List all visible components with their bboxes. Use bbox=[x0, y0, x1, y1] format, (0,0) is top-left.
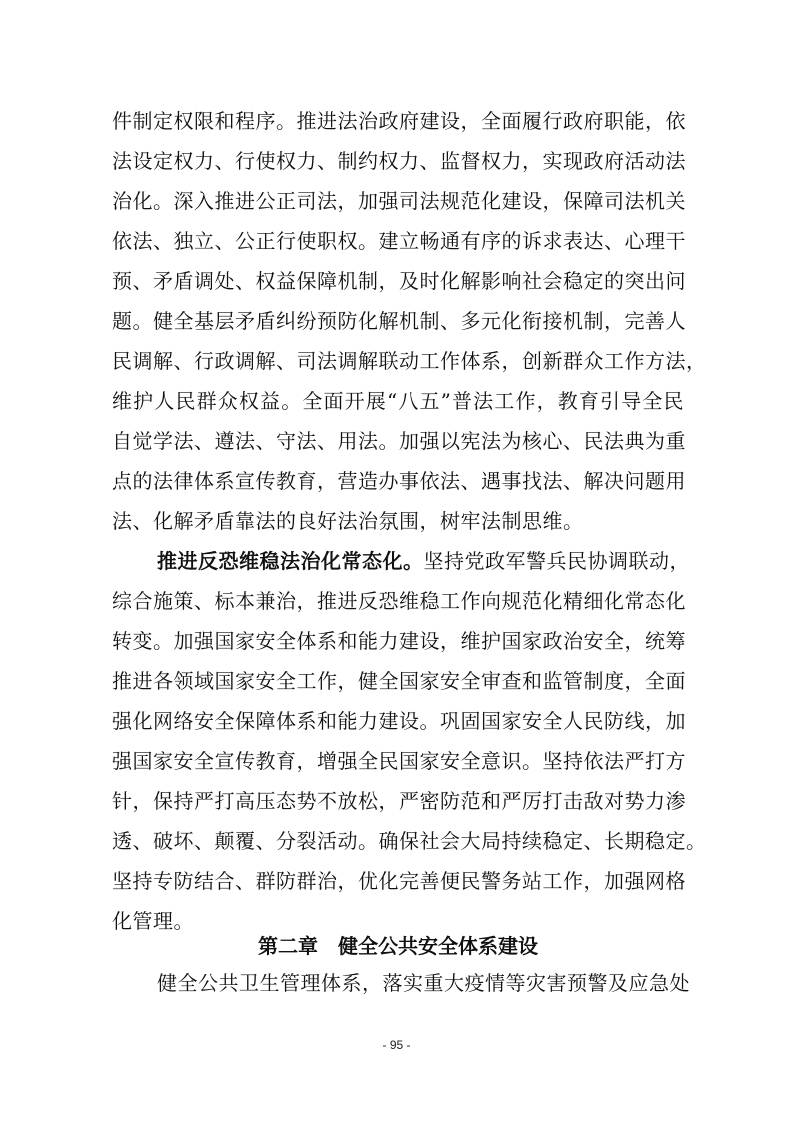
paragraph-line: 自觉学法、遵法、守法、用法。加强以宪法为核心、民法典为重 bbox=[112, 429, 686, 453]
paragraph-line: 坚持专防结合、群防群治，优化完善便民警务站工作，加强网格 bbox=[112, 869, 686, 893]
paragraph-line: 针，保持严打高压态势不放松，严密防范和严厉打击敌对势力渗 bbox=[112, 789, 686, 813]
paragraph-line: 法、化解矛盾靠法的良好法治氛围，树牢法制思维。 bbox=[112, 509, 584, 533]
paragraph-line: 件制定权限和程序。推进法治政府建设，全面履行政府职能，依 bbox=[112, 109, 686, 133]
paragraph-line: 治化。深入推进公正司法，加强司法规范化建设，保障司法机关 bbox=[112, 189, 686, 213]
paragraph-line: 透、破坏、颠覆、分裂活动。确保社会大局持续稳定、长期稳定。 bbox=[112, 829, 707, 853]
paragraph-line: 依法、独立、公正行使职权。建立畅通有序的诉求表达、心理干 bbox=[112, 229, 686, 253]
chapter-heading: 第二章 健全公共安全体系建设 bbox=[258, 934, 538, 958]
paragraph-line: 点的法律体系宣传教育，营造办事依法、遇事找法、解决问题用 bbox=[112, 469, 686, 493]
paragraph-line: 法设定权力、行使权力、制约权力、监督权力，实现政府活动法 bbox=[112, 149, 686, 173]
paragraph-line: 维护人民群众权益。全面开展“八五”普法工作，教育引导全民 bbox=[112, 389, 684, 413]
paragraph-first-line: 健全公共卫生管理体系，落实重大疫情等灾害预警及应急处 bbox=[157, 971, 690, 995]
paragraph-line: 综合施策、标本兼治，推进反恐维稳工作向规范化精细化常态化 bbox=[112, 589, 686, 613]
paragraph-line: 民调解、行政调解、司法调解联动工作体系，创新群众工作方法， bbox=[112, 349, 707, 373]
section-lead-bold: 推进反恐维稳法治化常态化。 bbox=[157, 549, 424, 573]
page-number: - 95 - bbox=[382, 1038, 411, 1052]
paragraph-line: 推进各领域国家安全工作，健全国家安全审查和监管制度，全面 bbox=[112, 669, 686, 693]
paragraph-line: 题。健全基层矛盾纠纷预防化解机制、多元化衔接机制，完善人 bbox=[112, 309, 686, 333]
paragraph-line: 强国家安全宣传教育，增强全民国家安全意识。坚持依法严打方 bbox=[112, 749, 686, 773]
paragraph-line: 强化网络安全保障体系和能力建设。巩固国家安全人民防线，加 bbox=[112, 709, 686, 733]
paragraph-line: 转变。加强国家安全体系和能力建设，维护国家政治安全，统筹 bbox=[112, 629, 686, 653]
paragraph-line: 化管理。 bbox=[112, 909, 194, 933]
paragraph-first-line bbox=[157, 546, 690, 576]
paragraph-line-rest: 坚持党政军警兵民协调联动， bbox=[423, 549, 690, 573]
paragraph-line: 预、矛盾调处、权益保障机制，及时化解影响社会稳定的突出问 bbox=[112, 269, 686, 293]
